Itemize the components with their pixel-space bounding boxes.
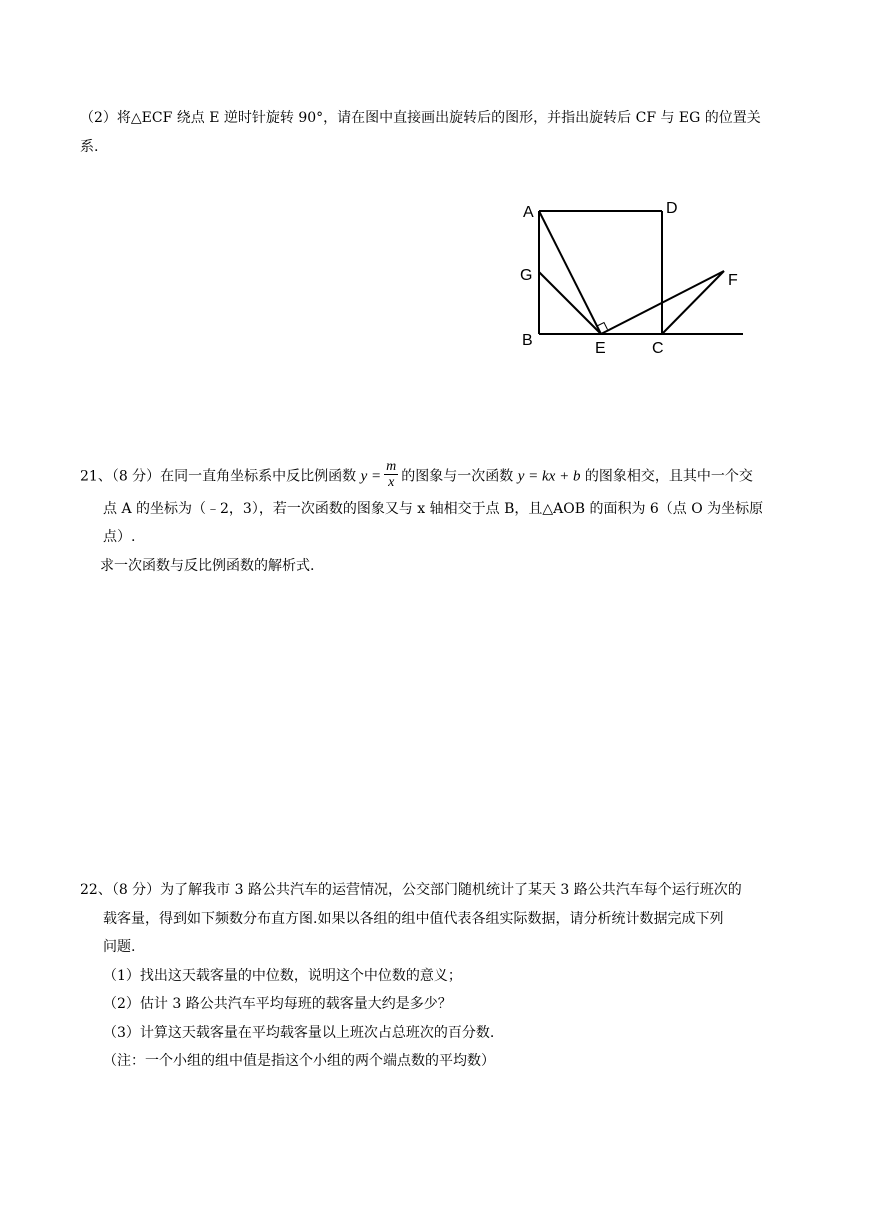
segment-ge [539, 272, 601, 334]
q21-eq1-numerator: m [386, 459, 397, 474]
q22-line2: 载客量，得到如下频数分布直方图.如果以各组的组中值代表各组实际数据，请分析统计数据完成下列 [103, 911, 724, 927]
q21-line1 [80, 461, 753, 492]
q20-part2-line1: （2）将△ECF 绕点 E 逆时针旋转 90°，请在图中直接画出旋转后的图形，并指出旋转后 CF 与 EG 的位置关 [80, 110, 761, 126]
q22-sub1: （1）找出这天载客量的中位数，说明这个中位数的意义； [103, 968, 462, 984]
q21-line2: 点 A 的坐标为（﹣2，3），若一次函数的图象又与 x 轴相交于点 B，且△AOB 的面积为 6（点 O 为坐标原 [103, 501, 764, 517]
q21-eq1-y: y = [360, 468, 382, 485]
label-a: A [523, 204, 534, 221]
q21-line1-b: 的图象与一次函数 [401, 468, 514, 485]
q22-sub2: （2）估计 3 路公共汽车平均每班的载客量大约是多少？ [103, 996, 452, 1012]
q21-eq1-denominator: x [388, 475, 395, 490]
label-c: C [652, 340, 664, 357]
label-g: G [520, 267, 533, 284]
q21-eq1-fraction [384, 459, 398, 490]
q21-eq2: y = kx + b [517, 468, 581, 485]
label-d: D [666, 200, 678, 217]
q21-line4: 求一次函数与反比例函数的解析式. [100, 558, 315, 574]
q21-line1-c: 的图象相交，且其中一个交 [584, 468, 753, 485]
q22-sub3: （3）计算这天载客量在平均载客量以上班次占总班次的百分数. [103, 1025, 495, 1041]
q22-line3: 问题. [103, 939, 136, 955]
segment-ae [539, 211, 601, 334]
geometry-figure [510, 190, 760, 370]
q22-line1: 22、（8 分）为了解我市 3 路公共汽车的运营情况，公交部门随机统计了某天 3 路公共汽车每个运行班次的 [80, 882, 742, 898]
q20-part2-line2: 系. [80, 139, 99, 155]
q21-line3: 点）. [103, 529, 136, 545]
label-b: B [522, 332, 533, 349]
segment-cf [662, 271, 724, 334]
label-f: F [728, 272, 738, 289]
label-e: E [595, 340, 606, 357]
q22-note: （注：一个小组的组中值是指这个小组的两个端点数的平均数） [103, 1053, 495, 1069]
q21-line1-a: 21、（8 分）在同一直角坐标系中反比例函数 [80, 468, 357, 485]
